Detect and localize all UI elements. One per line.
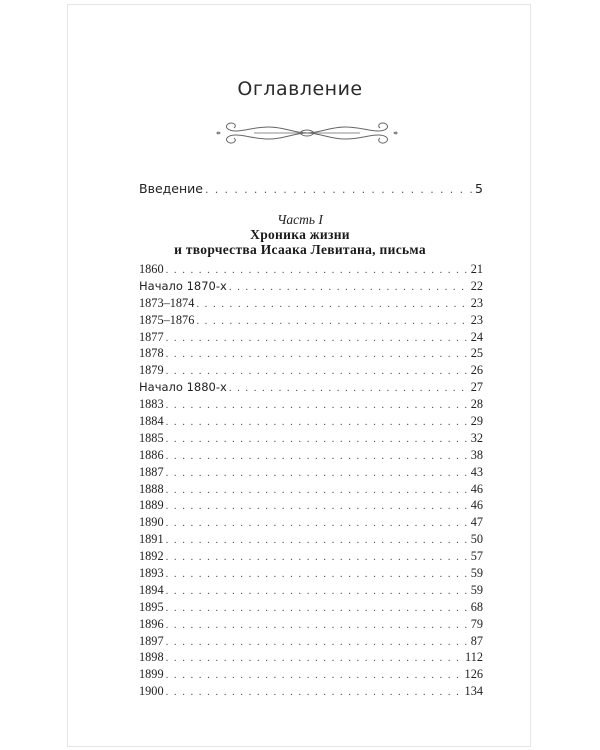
toc-entry-page: 57 — [470, 549, 483, 564]
leader-dots — [166, 585, 469, 597]
leader-dots — [166, 348, 469, 360]
toc-entry[interactable] — [139, 346, 483, 363]
leader-dots — [166, 602, 469, 614]
toc-entry-page: 23 — [470, 295, 483, 310]
toc-entry-page: 22 — [470, 278, 483, 293]
toc-list — [139, 262, 483, 701]
toc-entry[interactable] — [139, 482, 483, 499]
toc-entry[interactable] — [139, 684, 483, 701]
leader-dots — [166, 551, 469, 563]
toc-entry-label: 1899 — [139, 667, 164, 682]
leader-dots — [196, 298, 468, 310]
leader-dots — [166, 652, 463, 664]
toc-entry[interactable] — [139, 650, 483, 667]
toc-entry-page: 87 — [470, 633, 483, 648]
leader-dots — [166, 669, 463, 681]
toc-entry-page: 134 — [464, 684, 483, 699]
toc-entry[interactable] — [139, 448, 483, 465]
leader-dots — [166, 484, 469, 496]
toc-entry-page: 79 — [470, 616, 483, 631]
toc-entry[interactable] — [139, 431, 483, 448]
toc-intro-label: Введение — [139, 181, 203, 196]
toc-entry-label: 1897 — [139, 633, 164, 648]
toc-entry[interactable] — [139, 380, 483, 397]
toc-intro-page: 5 — [475, 181, 483, 196]
toc-entry[interactable] — [139, 363, 483, 380]
toc-entry-page: 50 — [470, 532, 483, 547]
toc-entry[interactable] — [139, 414, 483, 431]
leader-dots — [166, 517, 469, 529]
toc-entry-page: 25 — [470, 346, 483, 361]
toc-entry-label: 1873–1874 — [139, 295, 195, 310]
toc-entry[interactable] — [139, 262, 483, 279]
toc-entry[interactable] — [139, 566, 483, 583]
toc-entry-page: 38 — [470, 447, 483, 462]
toc-entry[interactable] — [139, 600, 483, 617]
toc-entry-label: 1891 — [139, 532, 164, 547]
toc-entry[interactable] — [139, 397, 483, 414]
leader-dots — [166, 365, 469, 377]
toc-entry-label: 1875–1876 — [139, 312, 195, 327]
page-title: Оглавление — [237, 78, 363, 100]
leader-dots — [166, 433, 469, 445]
leader-dots — [166, 568, 469, 580]
toc-entry[interactable] — [139, 465, 483, 482]
toc-entry[interactable] — [139, 583, 483, 600]
leader-dots — [229, 382, 469, 394]
part-number: Часть I — [277, 212, 323, 227]
leader-dots — [166, 450, 469, 462]
toc-entry-label: 1879 — [139, 363, 164, 378]
leader-dots — [196, 315, 468, 327]
part-heading — [0, 212, 600, 257]
toc-entry-page: 47 — [470, 515, 483, 530]
leader-dots — [166, 332, 469, 344]
toc-entry-label: 1892 — [139, 549, 164, 564]
toc-entry[interactable] — [139, 313, 483, 330]
toc-entry-page: 112 — [465, 650, 483, 665]
leader-dots — [229, 281, 469, 293]
toc-entry-label: Начало 1870-х — [139, 278, 227, 293]
toc-entry-label: 1878 — [139, 346, 164, 361]
toc-entry-label: 1894 — [139, 582, 164, 597]
toc-entry-page: 21 — [470, 262, 483, 276]
toc-entry[interactable] — [139, 532, 483, 549]
toc-entry-label: 1877 — [139, 329, 164, 344]
part-heading-line2: и творчества Исаака Левитана, письма — [174, 242, 426, 257]
toc-intro-row[interactable] — [139, 181, 483, 196]
toc-entry-page: 46 — [470, 481, 483, 496]
toc-entry-label: 1883 — [139, 397, 164, 412]
toc-entry-page: 29 — [470, 414, 483, 429]
toc-entry-page: 59 — [470, 582, 483, 597]
leader-dots — [205, 183, 473, 196]
toc-entry[interactable] — [139, 549, 483, 566]
toc-entry-label: 1896 — [139, 616, 164, 631]
flourish-ornament-icon — [214, 118, 400, 148]
toc-entry-page: 59 — [470, 566, 483, 581]
part-heading-line1: Хроника жизни — [250, 227, 350, 242]
toc-entry-page: 26 — [470, 363, 483, 378]
toc-entry[interactable] — [139, 667, 483, 684]
toc-entry-label: 1893 — [139, 566, 164, 581]
toc-entry[interactable] — [139, 330, 483, 347]
leader-dots — [166, 467, 469, 479]
toc-entry-label: 1887 — [139, 464, 164, 479]
toc-entry[interactable] — [139, 634, 483, 651]
toc-entry-label: 1888 — [139, 481, 164, 496]
toc-entry-page: 23 — [470, 312, 483, 327]
toc-entry-label: 1884 — [139, 414, 164, 429]
toc-entry-page: 27 — [470, 380, 483, 395]
toc-entry-page: 68 — [470, 599, 483, 614]
toc-entry-page: 28 — [470, 397, 483, 412]
toc-entry-page: 24 — [470, 329, 483, 344]
toc-entry-label: 1890 — [139, 515, 164, 530]
toc-entry-label: 1900 — [139, 684, 164, 699]
toc-entry[interactable] — [139, 279, 483, 296]
toc-entry-label: 1860 — [139, 262, 164, 276]
toc-entry-label: 1895 — [139, 599, 164, 614]
toc-entry-label: 1886 — [139, 447, 164, 462]
toc-entry-page: 126 — [464, 667, 483, 682]
toc-entry-page: 46 — [470, 498, 483, 513]
toc-entry[interactable] — [139, 617, 483, 634]
leader-dots — [166, 534, 469, 546]
toc-entry-page: 32 — [470, 430, 483, 445]
leader-dots — [166, 399, 469, 411]
toc-entry[interactable] — [139, 498, 483, 515]
toc-entry-page: 43 — [470, 464, 483, 479]
leader-dots — [166, 619, 469, 631]
leader-dots — [166, 636, 469, 648]
leader-dots — [166, 264, 469, 276]
toc-entry[interactable] — [139, 515, 483, 532]
toc-entry-label: 1885 — [139, 430, 164, 445]
leader-dots — [166, 416, 469, 428]
leader-dots — [166, 686, 463, 698]
toc-entry-label: 1898 — [139, 650, 164, 665]
toc-entry[interactable] — [139, 296, 483, 313]
toc-entry-label: 1889 — [139, 498, 164, 513]
toc-entry-label: Начало 1880-х — [139, 380, 227, 395]
leader-dots — [166, 500, 469, 512]
